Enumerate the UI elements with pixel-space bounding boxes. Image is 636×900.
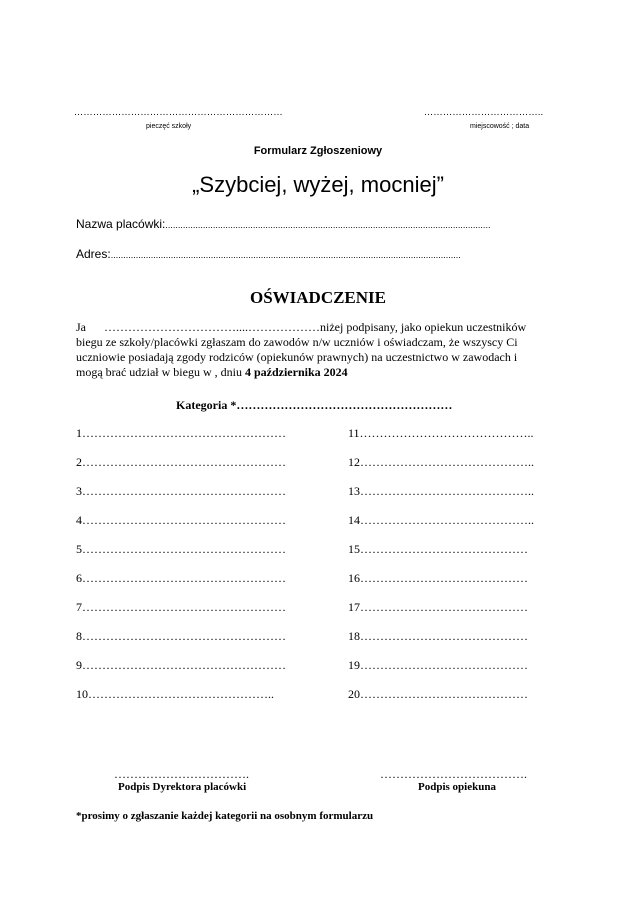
category-label: Kategoria *	[176, 398, 237, 412]
school-stamp-label: pieczęć szkoły	[146, 123, 192, 130]
category-field	[176, 398, 452, 413]
list-item: 9……………………………………………	[76, 658, 286, 672]
category-dots: ………………………………………………	[236, 398, 453, 412]
list-item: 1……………………………………………	[76, 426, 286, 440]
declaration-line-1	[76, 320, 560, 335]
list-item: 3……………………………………………	[76, 484, 286, 498]
list-item: 7……………………………………………	[76, 600, 286, 614]
director-signature-line: …………………………….	[114, 767, 249, 781]
institution-dots: ..................................................................................................................................	[165, 220, 491, 230]
footnote: *prosimy o zgłaszanie każdej kategorii na osobnym formularzu	[76, 810, 374, 822]
list-item: 20……………………………………	[348, 687, 528, 701]
declaration-line-3: uczniowie posiadają zgody rodziców (opiekunów prawnych) na uczestnictwo w zawodach i	[76, 350, 518, 364]
guardian-signature-line: ……………………………….	[380, 767, 527, 781]
list-item: 18……………………………………	[348, 629, 528, 643]
list-item: 13……………………………………..	[348, 484, 534, 498]
list-item: 17……………………………………	[348, 600, 528, 614]
address-field	[76, 247, 461, 261]
list-item: 6……………………………………………	[76, 571, 286, 585]
declaration-line-4	[76, 365, 348, 380]
place-date-label: miejscowość ; data	[470, 123, 530, 130]
guardian-signature-label: Podpis opiekuna	[418, 781, 496, 793]
declaration-line-1-left: Ja	[76, 320, 86, 334]
institution-label: Nazwa placówki:	[76, 217, 166, 231]
list-item: 15……………………………………	[348, 542, 528, 556]
list-item: 8……………………………………………	[76, 629, 286, 643]
declaration-line-2: biegu ze szkoły/placówki zgłaszam do zawodów n/w uczniów i oświadczam, że wszyscy Ci	[76, 335, 518, 349]
list-item: 19……………………………………	[348, 658, 528, 672]
director-signature-label: Podpis Dyrektora placówki	[118, 781, 247, 793]
event-title: „Szybciej, wyżej, mocniej”	[192, 172, 444, 197]
address-dots: ............................................................................................................................................	[110, 250, 461, 260]
declaration-line-4-text: mogą brać udział w biegu w , dniu	[76, 365, 245, 379]
declaration-line-1-right: ……………………………....………………niżej podpisany, jako opiekun uczestników	[104, 320, 527, 334]
list-item: 14……………………………………..	[348, 513, 534, 527]
address-label: Adres:	[76, 247, 111, 261]
list-item: 2……………………………………………	[76, 455, 286, 469]
form-title: Formularz Zgłoszeniowy	[253, 145, 383, 157]
institution-field	[76, 217, 490, 231]
list-item: 4……………………………………………	[76, 513, 286, 527]
event-date: 4 października 2024	[244, 365, 348, 379]
school-stamp-line: …………………………………………………………	[74, 107, 283, 117]
list-item: 16……………………………………	[348, 571, 528, 585]
list-item: 10………………………………………..	[76, 687, 274, 701]
list-item: 5……………………………………………	[76, 542, 286, 556]
list-item: 12……………………………………..	[348, 455, 534, 469]
list-item: 11……………………………………..	[348, 426, 534, 440]
place-date-line: ………………………………..	[424, 107, 544, 117]
declaration-heading: OŚWIADCZENIE	[249, 288, 387, 307]
